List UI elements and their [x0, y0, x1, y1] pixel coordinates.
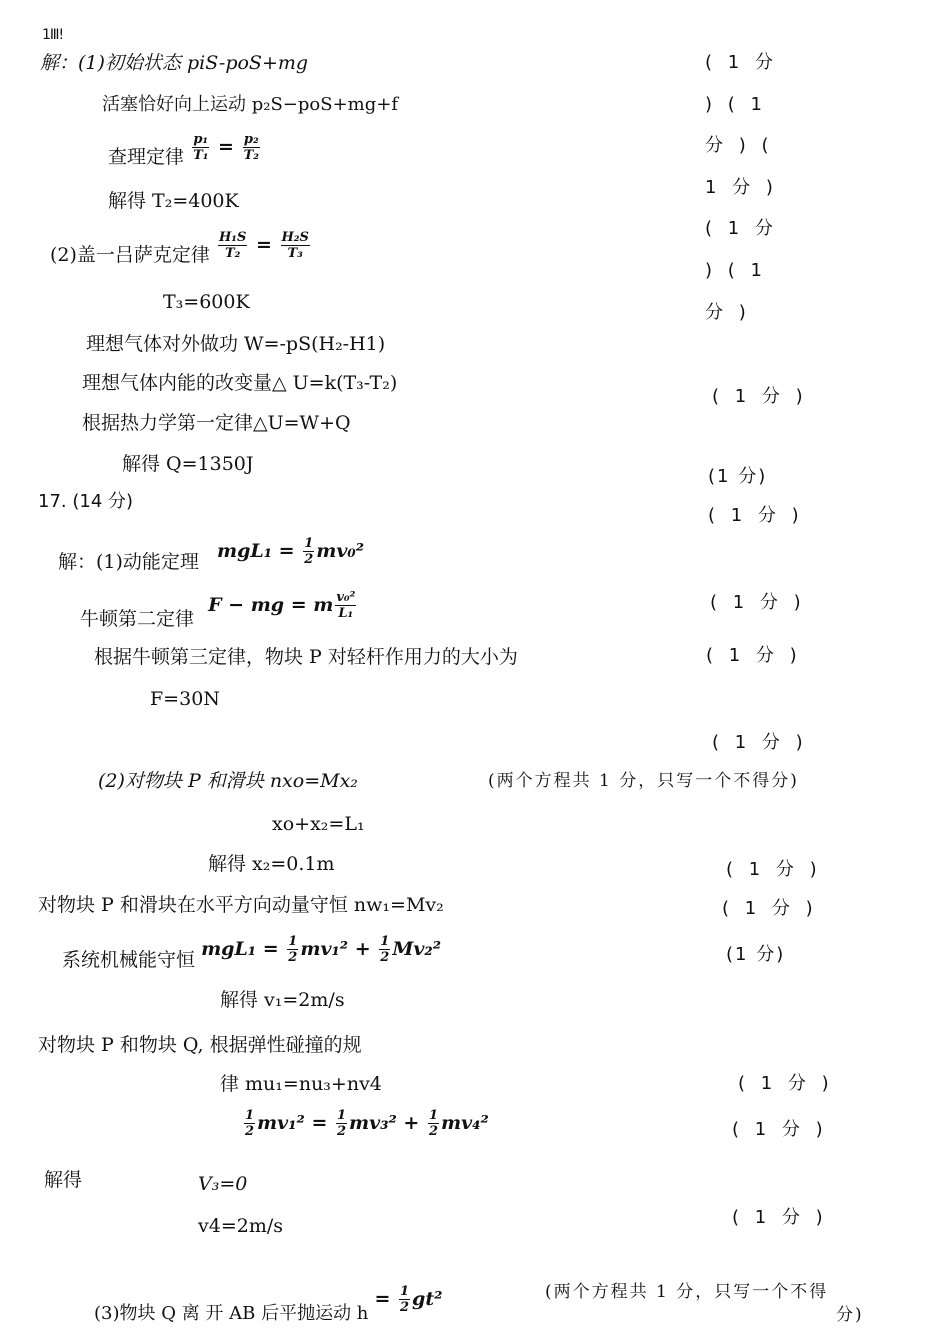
p17-line-2 [80, 590, 358, 630]
p17-line-11: 对物块 P 和物块 Q, 根据弹性碰撞的规 [38, 1034, 362, 1056]
p17-line-8: 对物块 P 和滑块在水平方向动量守恒 nw₁=Mv₂ [38, 894, 444, 916]
p17-note-1: (两个方程共 1 分，只写一个不得分) [488, 771, 799, 791]
score: ( 1 分 ) [732, 1119, 828, 1140]
p17-line-5: (2)对物块 P 和滑块 nxo=Mx₂ [98, 770, 358, 792]
p16-line-8: 理想气体内能的改变量△ U=k(T₃-T₂) [82, 372, 398, 394]
p16-line-1: 解：(1)初始状态 piS-poS+mg [40, 52, 309, 74]
p16-line-9: 根据热力学第一定律△U=W+Q [82, 412, 351, 434]
p17-line-14: 解得 [44, 1169, 83, 1191]
score: ( 1 分 ) [722, 898, 818, 919]
gay-lussac-equation: $\frac{\text{H₁S}}{\text{T₂}}$ = $\frac{\text{H₂S}}{\text{T₃}}$ [218, 230, 309, 261]
gay-lussac-label: (2)盖一吕萨克定律 [50, 243, 210, 266]
score: 1 分 ) [705, 177, 778, 198]
p16-line-5 [50, 230, 312, 266]
energy-conservation-equation: mgL₁ = $\frac{1}{2}$ mv₁² + $\frac{1}{2}$ Mv₂² [201, 934, 442, 965]
p17-line-13 [242, 1108, 489, 1139]
p17-line-15: V₃=0 [198, 1173, 248, 1195]
p16-line-6: T₃=600K [163, 291, 250, 313]
score: ) ( 1 [705, 260, 767, 281]
energy-conservation-label: 系统机械能守恒 [62, 948, 196, 971]
score: ( 1 分 ) [712, 386, 808, 407]
score: ( 1 分 ) [732, 1207, 828, 1228]
score: 分 ) [705, 302, 751, 323]
score: ( 1 分 [705, 52, 778, 73]
score: ( 1 分 ) [708, 505, 804, 526]
score: (1 分) [726, 944, 786, 965]
score: (1 分) [708, 466, 768, 487]
p16-line-2: 活塞恰好向上运动 p₂S−poS+mg+f [102, 94, 398, 115]
p16-line-3 [108, 132, 262, 168]
p17-line-16: v4=2m/s [198, 1215, 283, 1237]
score: ( 1 分 [705, 218, 778, 239]
charles-law-equation: $\frac{\text{p₁}}{\text{T₁}}$ = $\frac{\text{p₂}}{\text{T₂}}$ [193, 132, 259, 163]
elastic-collision-equation: $\frac{1}{2}$ mv₁² = $\frac{1}{2}$ mv₃² + $\frac{1}{2}$ mv₄² [245, 1108, 489, 1139]
score: ( 1 分 ) [726, 859, 822, 880]
p17-line-3: 根据牛顿第三定律，物块 P 对轻杆作用力的大小为 [94, 646, 518, 668]
score: ) ( 1 [705, 94, 767, 115]
newton-second-label: 牛顿第二定律 [80, 607, 195, 630]
p17-heading: 17. (14 分) [38, 491, 134, 512]
p17-line-12: 律 mu₁=nu₃+nv4 [220, 1073, 382, 1095]
p17-note-2: (两个方程共 1 分，只写一个不得 [545, 1282, 829, 1302]
p17-line-6: xo+x₂=L₁ [272, 813, 365, 835]
p17-line-10: 解得 v₁=2m/s [220, 989, 345, 1011]
kinetic-energy-label: 解：(1)动能定理 [58, 550, 199, 573]
projectile-label: (3)物块 Q 离 开 AB 后平抛运动 h [94, 1302, 369, 1324]
score: ( 1 分 ) [712, 732, 808, 753]
corner-mark: 1Ⅲ! [42, 27, 64, 43]
p17-line-7: 解得 x₂=0.1m [208, 853, 335, 875]
kinetic-energy-equation: mgL₁ = $\frac{1}{2}$ mv₀² [216, 536, 365, 567]
p17-note-3: 分) [836, 1305, 864, 1325]
p17-line-1 [58, 536, 365, 573]
projectile-equation: = $\frac{1}{2}$ gt² [374, 1284, 443, 1315]
score: ( 1 分 ) [738, 1073, 834, 1094]
p17-line-4: F=30N [150, 688, 220, 710]
score: 分 ) ( [705, 135, 774, 156]
p16-line-7: 理想气体对外做功 W=-pS(H₂-H1) [86, 333, 386, 355]
p16-line-4: 解得 T₂=400K [108, 190, 239, 212]
newton-second-equation: F − mg = m $\frac{\text{v₀²}}{\text{L₁}}$ [208, 590, 356, 621]
p17-line-9 [62, 934, 442, 971]
charles-law-label: 查理定律 [108, 145, 185, 168]
score: ( 1 分 ) [710, 592, 806, 613]
p17-line-17 [94, 1284, 443, 1324]
p16-line-10: 解得 Q=1350J [122, 453, 254, 475]
score: ( 1 分 ) [706, 645, 802, 666]
